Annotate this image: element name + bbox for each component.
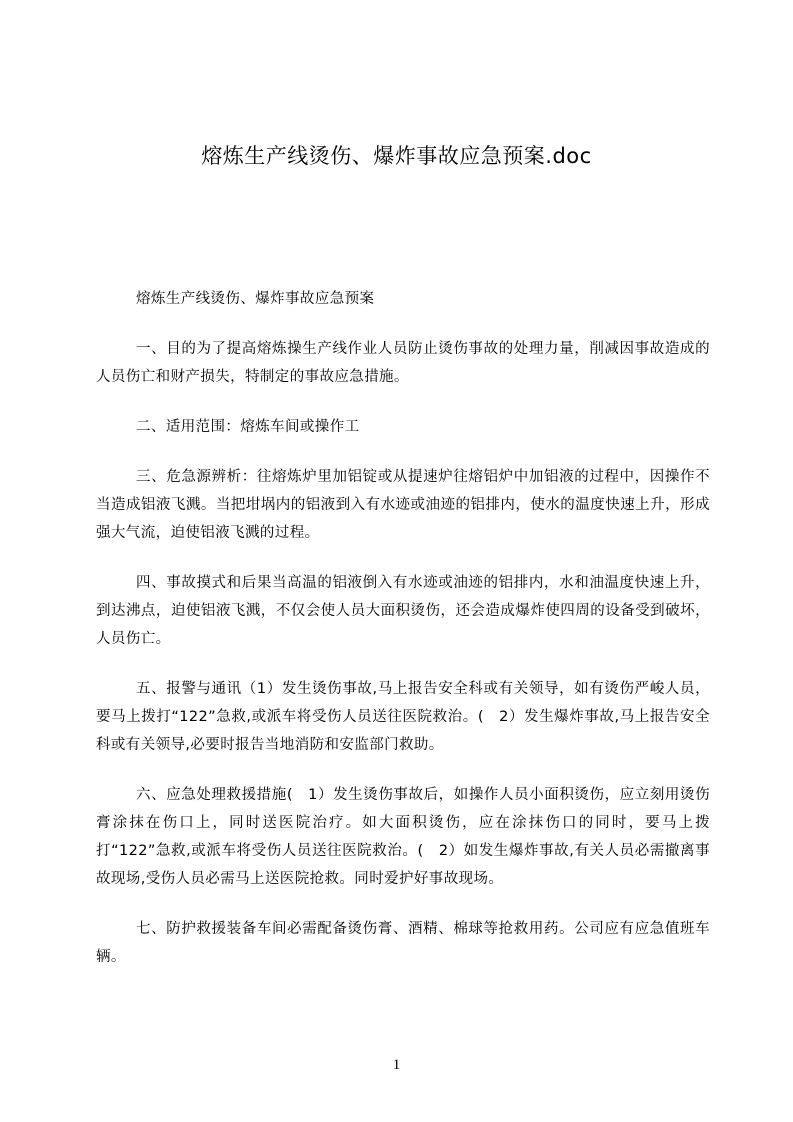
page-number: 1 [392, 1057, 401, 1073]
paragraph-purpose: 一、目的为了提高熔炼操生产线作业人员防止烫伤事故的处理力量，削减因事故造成的人员伤亡和财产损失，特制定的事故应急措施。 [96, 341, 710, 385]
paragraph-hazard-analysis: 三、危急源辨析：往熔炼炉里加铝锭或从提速炉往熔铝炉中加铝液的过程中，因操作不当造成铝液飞溅。当把坩埚内的铝液到入有水迹或油迹的铝排内，使水的温度快速上升，形成强大气流，迫使铝液飞溅的过程。 [96, 469, 710, 541]
document-subtitle: 熔炼生产线烫伤、爆炸事故应急预案 [136, 291, 375, 307]
paragraph-alarm-communication: 五、报警与通讯（1）发生烫伤事故,马上报告安全科或有关领导，如有烫伤严峻人员，要马上拨打“122”急救,或派车将受伤人员送往医院救治。( 2）发生爆炸事故,马上报告安全科或有关领导,必要时报告当地消防和安监部门救助。 [96, 681, 710, 753]
paragraph-emergency-measures: 六、应急处理救援措施( 1）发生烫伤事故后，如操作人员小面积烫伤，应立刻用烫伤膏涂抹在伤口上，同时送医院治疗。如大面积烫伤，应在涂抹伤口的同时，要马上拨打“122”急救,或派车将受伤人员送往医院救治。( 2）如发生爆炸事故,有关人员必需撤离事故现场,受伤人员必需马上送医院抢救。同时爱护好事故现场。 [96, 787, 710, 887]
paragraph-accident-consequences: 四、事故摸式和后果当高温的铝液倒入有水迹或油迹的铝排内，水和油温度快速上升，到达沸点，迫使铝液飞溅，不仅会使人员大面积烫伤，还会造成爆炸使四周的设备受到破坏，人员伤亡。 [96, 575, 710, 647]
document-body [96, 285, 710, 993]
paragraph-scope: 二、适用范围：熔炼车间或操作工 [136, 419, 360, 435]
document-title: 熔炼生产线烫伤、爆炸事故应急预案.doc [201, 144, 592, 168]
paragraph-protective-equipment: 七、防护救援装备车间必需配备烫伤膏、酒精、棉球等抢救用药。公司应有应急值班车辆。 [96, 921, 710, 965]
